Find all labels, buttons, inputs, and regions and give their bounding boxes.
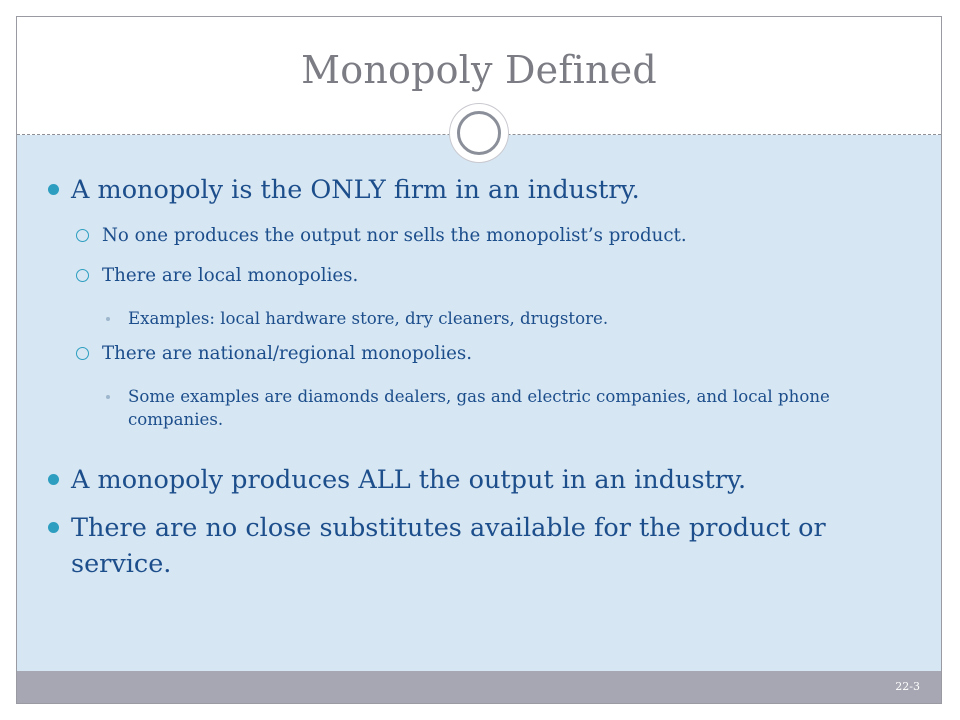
- footer-bar: [17, 671, 941, 703]
- dot-bullet-icon: [106, 395, 110, 399]
- sub-bullet-text: There are national/regional monopolies.: [102, 343, 473, 364]
- filled-bullet-icon: [48, 522, 59, 533]
- slide-title: Monopoly Defined: [301, 48, 657, 92]
- dot-bullet-icon: [106, 317, 110, 321]
- ring-ornament-icon: [450, 104, 508, 162]
- page-number: 22-3: [895, 680, 920, 693]
- ring-bullet-icon: [76, 269, 89, 282]
- filled-bullet-icon: [48, 474, 59, 485]
- ring-bullet-icon: [76, 347, 89, 360]
- sub-sub-bullet-text: Some examples are diamonds dealers, gas and electric companies, and local phone companies.: [128, 387, 830, 429]
- bullet-text: A monopoly produces ALL the output in an industry.: [71, 465, 747, 495]
- bullet-text: There are no close substitutes available for the product or service.: [71, 513, 826, 579]
- filled-bullet-icon: [48, 184, 59, 195]
- sub-bullet-text: No one produces the output nor sells the monopolist’s product.: [102, 225, 687, 246]
- sub-sub-bullet-text: Examples: local hardware store, dry cleaners, drugstore.: [128, 309, 609, 328]
- bullet-text: A monopoly is the ONLY firm in an industry.: [71, 175, 640, 205]
- ring-bullet-icon: [76, 229, 89, 242]
- sub-bullet-text: There are local monopolies.: [102, 265, 359, 286]
